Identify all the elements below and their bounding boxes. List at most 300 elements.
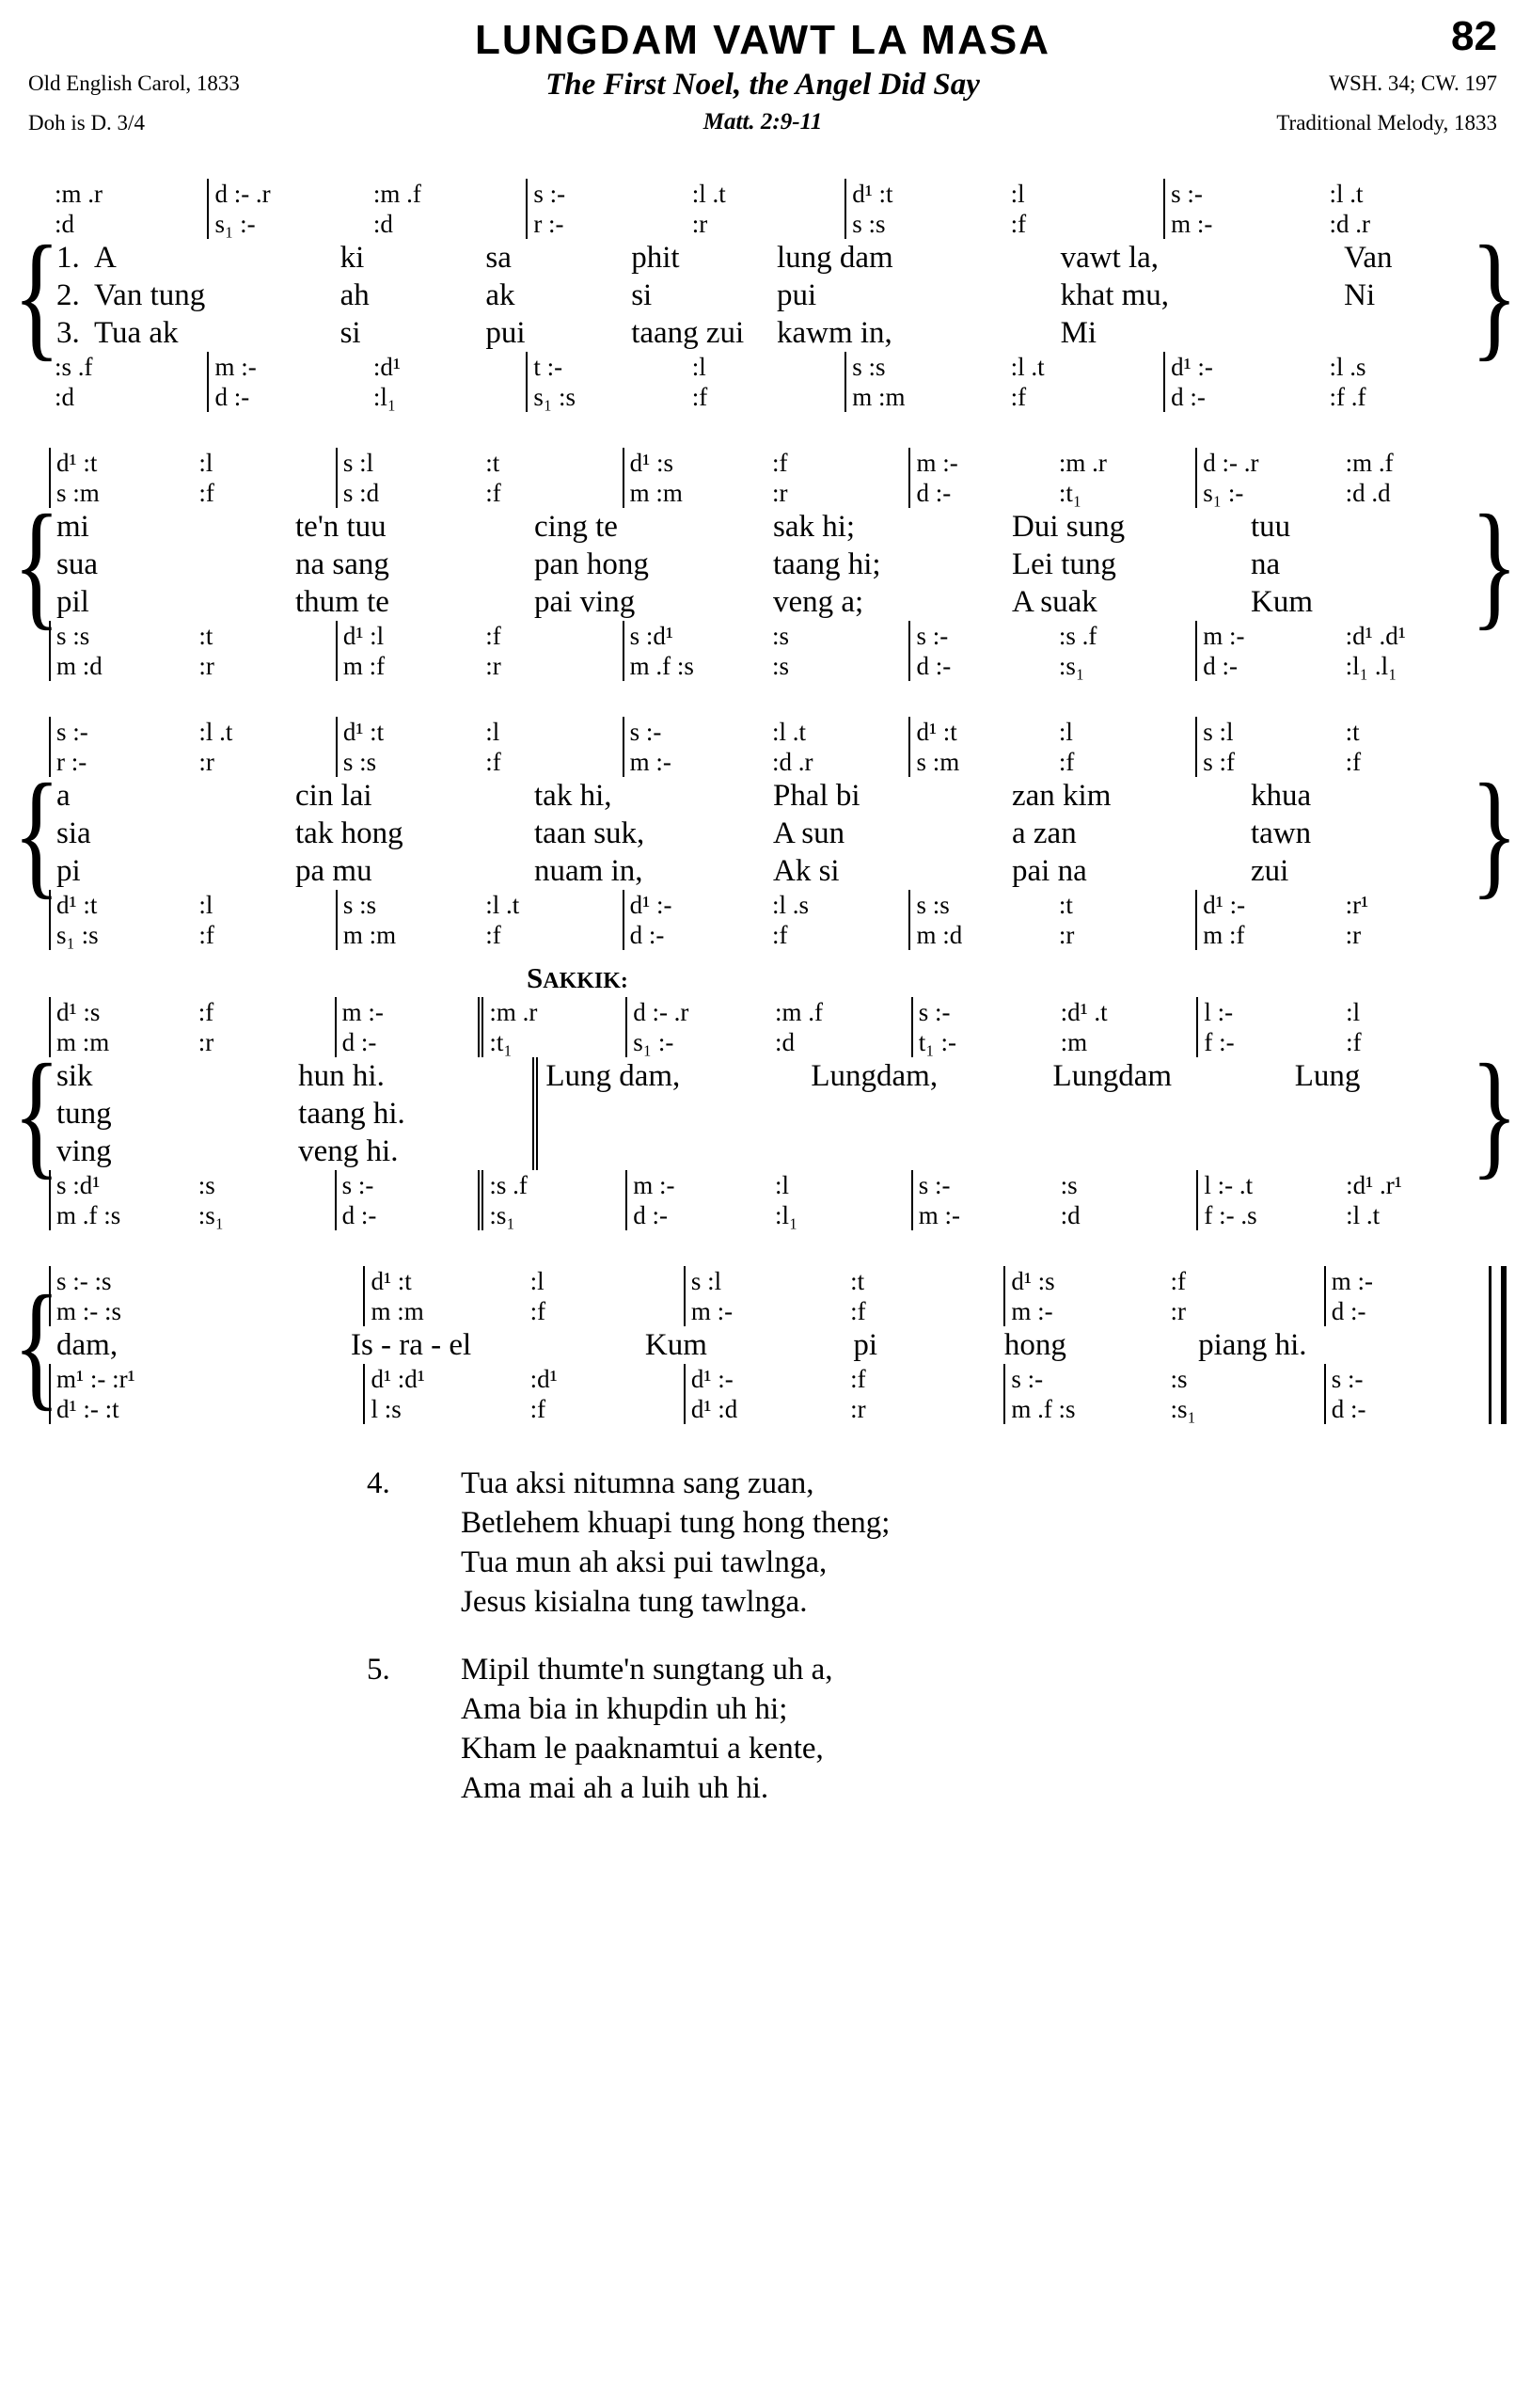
soprano-row bbox=[49, 448, 1482, 478]
lyric-word: tak hong bbox=[295, 816, 403, 850]
note-cell: m :- bbox=[684, 1296, 844, 1326]
lyric-word: mi bbox=[56, 510, 89, 544]
note-cell: :f bbox=[850, 1365, 866, 1393]
note-cell: :s .f bbox=[1058, 622, 1097, 650]
note-cell: :l bbox=[1346, 998, 1361, 1026]
note-cell: m :- :s bbox=[49, 1296, 363, 1326]
lyric-word: pa mu bbox=[295, 854, 372, 888]
note-cell: :f bbox=[691, 383, 708, 411]
music-system-5 bbox=[12, 1266, 1507, 1424]
title-row bbox=[28, 13, 1497, 64]
note-cell: d¹ :t bbox=[336, 717, 480, 747]
lyric-word: dam, bbox=[56, 1328, 118, 1362]
note-cell: :d bbox=[55, 383, 75, 411]
soprano-row bbox=[49, 1266, 1485, 1296]
lyric-word: Lei tung bbox=[1012, 547, 1116, 581]
note-cell: :d¹ bbox=[372, 353, 401, 381]
note-cell: m :- bbox=[911, 1200, 1055, 1230]
note-cell: :m bbox=[1060, 1028, 1088, 1056]
lyric-word: hun hi. bbox=[298, 1059, 385, 1093]
note-cell: :s .f bbox=[478, 1170, 625, 1200]
note-cell: :f bbox=[198, 921, 214, 949]
note-cell: :t₁ bbox=[478, 1027, 625, 1057]
note-cell: s :m bbox=[908, 747, 1052, 777]
note-cell: d :- .r bbox=[625, 997, 769, 1027]
note-cell: d¹ :- bbox=[1163, 352, 1323, 382]
note-cell: :r bbox=[1058, 921, 1075, 949]
lyric-word: khua bbox=[1251, 779, 1312, 813]
note-cell: s₁ :s bbox=[49, 920, 193, 950]
note-cell: d¹ :l bbox=[336, 621, 480, 651]
note-cell: d¹ :t bbox=[49, 448, 193, 478]
note-cell: d¹ :t bbox=[49, 890, 193, 920]
lyric-word: piang hi. bbox=[1198, 1328, 1307, 1362]
note-cell: :d bbox=[55, 210, 75, 238]
note-cell: :l .t bbox=[691, 180, 726, 208]
note-cell: :l .t bbox=[485, 891, 520, 919]
note-cell: m :f bbox=[1195, 920, 1339, 950]
credit-melody: Traditional Melody, 1833 bbox=[1276, 111, 1497, 135]
note-cell: d :- bbox=[623, 920, 766, 950]
note-cell: :f bbox=[850, 1297, 866, 1325]
lyric-word bbox=[532, 1133, 803, 1170]
lyric-line-verse3 bbox=[49, 583, 1482, 621]
lyric-word: sia bbox=[56, 816, 91, 850]
note-cell: d¹ :- bbox=[623, 890, 766, 920]
note-cell: s :s bbox=[336, 890, 480, 920]
note-cell: s :s bbox=[336, 747, 480, 777]
note-cell: s :- bbox=[526, 179, 686, 209]
note-cell: s₁ :- bbox=[625, 1027, 769, 1057]
note-cell: :t bbox=[850, 1267, 865, 1295]
note-cell: :d .r bbox=[1329, 210, 1370, 238]
note-cell: s :l bbox=[684, 1266, 844, 1296]
verse-block bbox=[367, 1650, 1531, 1808]
note-cell: :l .t bbox=[198, 718, 233, 746]
note-cell: m :m bbox=[49, 1027, 193, 1057]
lyric-word: phit bbox=[631, 241, 680, 275]
note-cell: r :- bbox=[526, 209, 686, 239]
lyric-word: taang hi; bbox=[773, 547, 881, 581]
alto-row bbox=[49, 209, 1482, 239]
brace-right-icon: { bbox=[1470, 217, 1519, 373]
lyric-word: pi bbox=[853, 1328, 878, 1362]
lyric-line-verse1 bbox=[49, 1057, 1482, 1095]
note-cell: :d bbox=[1060, 1201, 1081, 1229]
note-cell: s :- bbox=[1324, 1364, 1485, 1394]
lyric-word: Tua ak bbox=[94, 316, 179, 350]
verse-line: Tua aksi nitumna sang zuan, bbox=[461, 1466, 814, 1500]
note-cell: t₁ :- bbox=[911, 1027, 1055, 1057]
note-cell: :l .t bbox=[1329, 180, 1364, 208]
lyric-word: Kum bbox=[644, 1328, 707, 1362]
hymn-number: 82 bbox=[1451, 13, 1497, 59]
note-cell: l :- bbox=[1196, 997, 1340, 1027]
note-cell: s :d¹ bbox=[49, 1170, 193, 1200]
bass-row bbox=[49, 651, 1482, 681]
note-cell: :t bbox=[1345, 718, 1360, 746]
note-cell: m :m bbox=[336, 920, 480, 950]
extra-verses bbox=[0, 1464, 1531, 1808]
verse-number: 1. bbox=[56, 241, 80, 275]
note-cell: m :- bbox=[1003, 1296, 1164, 1326]
sakkik-heading: SAKKIK: bbox=[527, 961, 628, 994]
lyric-word bbox=[1336, 314, 1482, 352]
note-cell: s₁ :s bbox=[526, 382, 686, 412]
note-cell: s₁ :- bbox=[207, 209, 367, 239]
verse-number: 4. bbox=[367, 1466, 390, 1500]
lyric-word: Lung dam, bbox=[532, 1057, 803, 1095]
tenor-row bbox=[49, 890, 1482, 920]
note-cell: :r bbox=[198, 652, 214, 680]
note-cell: s :d bbox=[336, 478, 480, 508]
note-cell: :m .r bbox=[55, 180, 103, 208]
lyric-word: pan hong bbox=[534, 547, 649, 581]
note-cell: s :s bbox=[844, 209, 1004, 239]
lyric-word: tak hi, bbox=[534, 779, 612, 813]
note-cell: s :l bbox=[1195, 717, 1339, 747]
note-cell: :l₁ .l₁ bbox=[1345, 652, 1397, 680]
final-barline bbox=[1489, 1266, 1507, 1424]
lyric-word: a bbox=[56, 779, 71, 813]
note-cell: m :m bbox=[363, 1296, 524, 1326]
note-cell: :f bbox=[197, 998, 214, 1026]
lyric-line-verse1 bbox=[49, 508, 1482, 546]
note-cell: m :m bbox=[844, 382, 1004, 412]
lyric-word: sak hi; bbox=[773, 510, 856, 544]
note-cell: s :s bbox=[49, 621, 193, 651]
verse-number: 2. bbox=[56, 278, 80, 312]
staff-2 bbox=[49, 448, 1482, 681]
verse-line: Mipil thumte'n sungtang uh a, bbox=[461, 1653, 833, 1687]
lyric-word: vawt la, bbox=[1060, 241, 1160, 275]
note-cell: :l bbox=[1010, 180, 1025, 208]
note-cell: :r bbox=[1345, 921, 1362, 949]
page-title: LUNGDAM VAWT LA MASA bbox=[475, 17, 1050, 63]
note-cell: m :d bbox=[49, 651, 193, 681]
soprano-row bbox=[49, 179, 1482, 209]
tenor-row bbox=[49, 621, 1482, 651]
note-cell: :f .f bbox=[1329, 383, 1366, 411]
lyric-word bbox=[803, 1095, 1045, 1133]
note-cell: :l bbox=[198, 449, 213, 477]
lyric-word: hong bbox=[1003, 1328, 1066, 1362]
lyric-word: pil bbox=[56, 585, 89, 619]
lyric-word: zan kim bbox=[1012, 779, 1112, 813]
lyric-word bbox=[1287, 1133, 1482, 1170]
note-cell: :d¹ .r¹ bbox=[1346, 1171, 1402, 1199]
lyric-word: tung bbox=[56, 1097, 112, 1131]
note-cell: :l .t bbox=[1346, 1201, 1381, 1229]
tenor-row bbox=[49, 1170, 1482, 1200]
note-cell: d¹ :t bbox=[844, 179, 1004, 209]
note-cell: :s .f bbox=[55, 353, 93, 381]
note-cell: m :- bbox=[908, 448, 1052, 478]
lyric-word: ki bbox=[339, 241, 365, 275]
note-cell: :m .r bbox=[478, 997, 625, 1027]
lyric-word: tawn bbox=[1251, 816, 1312, 850]
verse-number: 3. bbox=[56, 316, 80, 350]
credit-source: Old English Carol, 1833 bbox=[28, 71, 240, 95]
lyric-word: ak bbox=[485, 278, 515, 312]
lyric-word: pui bbox=[776, 278, 817, 312]
note-cell: :d .r bbox=[772, 748, 813, 776]
tenor-row bbox=[49, 352, 1482, 382]
note-cell: :l bbox=[198, 891, 213, 919]
note-cell: f :- .s bbox=[1196, 1200, 1340, 1230]
note-cell: d¹ :s bbox=[1003, 1266, 1164, 1296]
lyric-word: A sun bbox=[773, 816, 845, 850]
note-cell: :f bbox=[485, 622, 501, 650]
note-cell: s :f bbox=[1195, 747, 1339, 777]
note-cell: :f bbox=[485, 479, 501, 507]
lyric-word: Phal bi bbox=[773, 779, 860, 813]
note-cell: :f bbox=[772, 449, 788, 477]
lyric-word: sa bbox=[485, 241, 512, 275]
note-cell: s :- bbox=[1163, 179, 1323, 209]
note-cell: :r bbox=[772, 479, 788, 507]
lyric-word: Ak si bbox=[773, 854, 840, 888]
soprano-row bbox=[49, 717, 1482, 747]
note-cell: d¹ :- bbox=[684, 1364, 844, 1394]
lyric-word: Kum bbox=[1251, 585, 1313, 619]
note-cell: :d¹ .d¹ bbox=[1345, 622, 1406, 650]
lyric-word bbox=[803, 1133, 1045, 1170]
note-cell: :r bbox=[197, 1028, 214, 1056]
note-cell: s :m bbox=[49, 478, 193, 508]
lyric-word: na bbox=[1251, 547, 1281, 581]
lyric-word: zui bbox=[1251, 854, 1289, 888]
lyric-word bbox=[1287, 1095, 1482, 1133]
note-cell: :l₁ bbox=[372, 383, 397, 411]
lyric-word: pui bbox=[485, 316, 526, 350]
note-cell: :f bbox=[529, 1297, 546, 1325]
lyric-line-verse1 bbox=[49, 1326, 1485, 1364]
lyric-word: Van tung bbox=[94, 278, 206, 312]
note-cell: :s₁ bbox=[1170, 1395, 1196, 1423]
lyric-word: kawm in, bbox=[776, 316, 892, 350]
verse-line: Jesus kisialna tung tawlnga. bbox=[461, 1585, 808, 1619]
note-cell: m :- bbox=[335, 997, 479, 1027]
note-cell: m :- bbox=[1324, 1266, 1485, 1296]
note-cell: d¹ :d¹ bbox=[363, 1364, 524, 1394]
note-cell: :f bbox=[529, 1395, 546, 1423]
note-cell: m :- bbox=[625, 1170, 769, 1200]
note-cell: d :- bbox=[335, 1200, 479, 1230]
note-cell: s :- bbox=[1003, 1364, 1164, 1394]
lyric-word: pai ving bbox=[534, 585, 636, 619]
lyric-word: Van bbox=[1344, 241, 1393, 275]
note-cell: d :- bbox=[625, 1200, 769, 1230]
verse-line: Ama mai ah a luih uh hi. bbox=[461, 1771, 769, 1805]
note-cell: :d bbox=[774, 1028, 795, 1056]
bass-row bbox=[49, 1200, 1482, 1230]
note-cell: :r bbox=[850, 1395, 866, 1423]
subtitle-row bbox=[28, 68, 1497, 105]
lyric-word: lung dam bbox=[776, 241, 893, 275]
note-cell: :s₁ bbox=[478, 1200, 625, 1230]
verse-line: Kham le paaknamtui a kente, bbox=[461, 1732, 824, 1766]
lyric-word: taang hi. bbox=[298, 1097, 405, 1131]
note-cell: :l bbox=[529, 1267, 545, 1295]
music-system-4 bbox=[12, 997, 1519, 1230]
soprano-row bbox=[49, 997, 1482, 1027]
alto-row bbox=[49, 1027, 1482, 1057]
lyric-word: na sang bbox=[295, 547, 389, 581]
note-cell: d¹ :t bbox=[363, 1266, 524, 1296]
note-cell: :f bbox=[1058, 748, 1075, 776]
note-cell: :s₁ bbox=[197, 1201, 225, 1229]
note-cell: :d¹ bbox=[529, 1365, 558, 1393]
note-cell: :l bbox=[485, 718, 500, 746]
note-cell: :r bbox=[691, 210, 708, 238]
lyric-line-verse2 bbox=[49, 277, 1482, 314]
note-cell: s :- bbox=[908, 621, 1052, 651]
note-cell: d¹ :s bbox=[49, 997, 193, 1027]
note-cell: :t bbox=[1058, 891, 1073, 919]
lyric-word: te'n tuu bbox=[295, 510, 387, 544]
lyric-word: cin lai bbox=[295, 779, 372, 813]
note-cell: :r bbox=[1170, 1297, 1187, 1325]
lyric-word: si bbox=[339, 316, 361, 350]
staff-4 bbox=[49, 997, 1482, 1230]
note-cell: m :- bbox=[1163, 209, 1323, 239]
lyric-word: ving bbox=[56, 1134, 112, 1168]
lyric-word: tuu bbox=[1251, 510, 1291, 544]
note-cell: r :- bbox=[49, 747, 193, 777]
note-cell: :m .f bbox=[372, 180, 421, 208]
lyric-word: Lung bbox=[1294, 1059, 1361, 1093]
brace-right-icon: { bbox=[1470, 1036, 1519, 1192]
note-cell: :s₁ bbox=[1058, 652, 1085, 680]
note-cell: l :- .t bbox=[1196, 1170, 1340, 1200]
note-cell: m :m bbox=[623, 478, 766, 508]
lyric-line-verse3 bbox=[49, 852, 1482, 890]
lyric-word: ah bbox=[339, 278, 370, 312]
lyric-line-verse1 bbox=[49, 777, 1482, 815]
note-cell: :l bbox=[1058, 718, 1073, 746]
note-cell: :l bbox=[774, 1171, 789, 1199]
note-cell: :s bbox=[1170, 1365, 1188, 1393]
scripture-reference: Matt. 2:9-11 bbox=[702, 109, 823, 135]
lyric-word: Lungdam, bbox=[811, 1059, 939, 1093]
note-cell: :s bbox=[1060, 1171, 1078, 1199]
note-cell: s :s bbox=[844, 352, 1004, 382]
note-cell: :l₁ bbox=[774, 1201, 798, 1229]
note-cell: m :- bbox=[1195, 621, 1339, 651]
music-system-1 bbox=[12, 179, 1519, 412]
lyric-word: Is - ra - el bbox=[350, 1328, 472, 1362]
bass-row bbox=[49, 1394, 1485, 1424]
note-cell: s :- bbox=[911, 1170, 1055, 1200]
music-system-2 bbox=[12, 448, 1519, 681]
note-cell: d :- bbox=[1163, 382, 1323, 412]
alto-row bbox=[49, 747, 1482, 777]
note-cell: d :- .r bbox=[1195, 448, 1339, 478]
note-cell: m .f :s bbox=[1003, 1394, 1164, 1424]
staff-5 bbox=[49, 1266, 1485, 1424]
brace-left-icon: { bbox=[12, 755, 61, 911]
note-cell: d :- bbox=[207, 382, 367, 412]
note-cell: s :- bbox=[623, 717, 766, 747]
lyric-word: Lungdam bbox=[1052, 1059, 1173, 1093]
note-cell: :t bbox=[198, 622, 213, 650]
bass-row bbox=[49, 920, 1482, 950]
lyric-word: veng hi. bbox=[298, 1134, 399, 1168]
lyric-word: A suak bbox=[1012, 585, 1097, 619]
note-cell: :f bbox=[198, 479, 214, 507]
note-cell: :d .d bbox=[1345, 479, 1391, 507]
note-cell: :f bbox=[1346, 1028, 1362, 1056]
lyric-word bbox=[1046, 1095, 1287, 1133]
lyric-word: pi bbox=[56, 854, 81, 888]
note-cell: :r bbox=[485, 652, 501, 680]
lyric-line-verse3 bbox=[49, 1133, 1482, 1170]
note-cell: f :- bbox=[1196, 1027, 1340, 1057]
note-cell: :m .r bbox=[1058, 449, 1107, 477]
lyric-word: taang zui bbox=[631, 316, 745, 350]
lyric-word: A bbox=[94, 241, 117, 275]
lyric-word: khat mu, bbox=[1060, 278, 1170, 312]
note-cell: m :f bbox=[336, 651, 480, 681]
lyric-line-verse3 bbox=[49, 314, 1482, 352]
lyric-word: Dui sung bbox=[1012, 510, 1126, 544]
note-cell: d :- bbox=[1324, 1394, 1485, 1424]
lyric-word: Ni bbox=[1344, 278, 1376, 312]
lyric-word: taan suk, bbox=[534, 816, 645, 850]
verse-line: Tua mun ah aksi pui tawlnga, bbox=[461, 1545, 828, 1579]
tenor-row bbox=[49, 1364, 1485, 1394]
brace-left-icon: { bbox=[12, 486, 61, 642]
lyric-line-verse2 bbox=[49, 546, 1482, 583]
note-cell: d¹ :s bbox=[623, 448, 766, 478]
note-cell: s :l bbox=[336, 448, 480, 478]
note-cell: s :- bbox=[335, 1170, 479, 1200]
lyric-word: sik bbox=[56, 1059, 93, 1093]
note-cell: :d bbox=[372, 210, 393, 238]
note-cell: m .f :s bbox=[623, 651, 766, 681]
lyric-word: sua bbox=[56, 547, 98, 581]
verse-block bbox=[367, 1464, 1531, 1622]
note-cell: :f bbox=[772, 921, 788, 949]
note-cell: :s bbox=[772, 652, 790, 680]
note-cell: s :s bbox=[908, 890, 1052, 920]
note-cell: :s bbox=[772, 622, 790, 650]
note-cell: :f bbox=[1170, 1267, 1187, 1295]
note-cell: :d¹ .t bbox=[1060, 998, 1108, 1026]
verse-line: Ama bia in khupdin uh hi; bbox=[461, 1692, 788, 1726]
note-cell: s :- bbox=[911, 997, 1055, 1027]
note-cell: :l bbox=[691, 353, 706, 381]
note-cell: d¹ :- bbox=[1195, 890, 1339, 920]
lyric-word: si bbox=[631, 278, 653, 312]
note-cell: :l .t bbox=[1010, 353, 1045, 381]
note-cell: :l .t bbox=[772, 718, 807, 746]
lyric-word: thum te bbox=[295, 585, 389, 619]
lyric-word: a zan bbox=[1012, 816, 1077, 850]
note-cell: d¹ :t bbox=[908, 717, 1052, 747]
brace-right-icon: { bbox=[1470, 486, 1519, 642]
note-cell: :f bbox=[1010, 210, 1027, 238]
lyric-line-verse2 bbox=[49, 1095, 1482, 1133]
note-cell: d :- bbox=[1324, 1296, 1485, 1326]
lyric-word bbox=[1046, 1133, 1287, 1170]
note-cell: m :d bbox=[908, 920, 1052, 950]
key-signature: Doh is D. 3/4 bbox=[28, 111, 145, 135]
note-cell: :t₁ bbox=[1058, 479, 1082, 507]
note-cell: t :- bbox=[526, 352, 686, 382]
note-cell: :f bbox=[1345, 748, 1362, 776]
